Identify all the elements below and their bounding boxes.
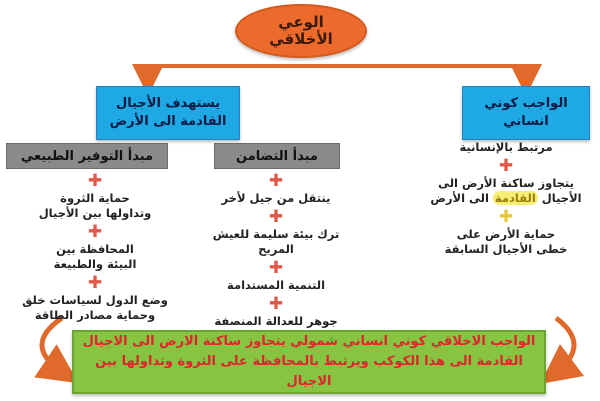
right-blue-box <box>462 86 590 140</box>
middle-column <box>196 170 356 329</box>
plus-icon: ✚ <box>87 171 103 191</box>
list-item: وحماية مصادر الطاقة <box>34 308 156 322</box>
left-box-line-2: القادمة الى الأرض <box>109 114 227 129</box>
oval-line-1: الوعي <box>278 13 324 31</box>
right-column <box>416 140 596 257</box>
list-item: المريح <box>258 242 294 256</box>
list-item: المحافظة بين <box>56 242 134 256</box>
curved-arrow-left <box>42 318 62 372</box>
right-box-line-1: الواجب كوني <box>484 96 568 111</box>
plus-icon: ✚ <box>498 207 514 227</box>
list-item: ترك بيئة سليمة للعيش <box>212 227 340 241</box>
list-item: جوهر للعدالة المنصفة <box>214 314 338 328</box>
list-item: البيئة والطبيعة <box>53 257 137 271</box>
principle-solidarity <box>214 143 340 169</box>
summary-line-1: الواجب الاخلاقي كوني انساني شمولي يتجاوز ساكنة الارض الى الاجيال <box>82 334 536 349</box>
oval-line-2: الأخلاقي <box>269 30 333 48</box>
plus-icon: ✚ <box>268 207 284 227</box>
list-item: يتجاوز ساكنة الأرض الى <box>438 176 574 190</box>
text-part: الأجيال <box>537 191 582 205</box>
moral-awareness-oval <box>235 4 367 58</box>
text-part: الى الأرض <box>430 191 493 205</box>
summary-line-2: القادمة الى هذا الكوكب ويرتبط بالمحافظة على الثروة وتداولها بين الاجيال <box>95 354 523 389</box>
list-item: وتداولها بين الأجيال <box>38 206 152 220</box>
plus-icon: ✚ <box>268 258 284 278</box>
plus-icon: ✚ <box>268 294 284 314</box>
list-item: وضع الدول لسياسات خلق <box>22 293 168 307</box>
left-column <box>10 170 180 323</box>
plus-icon: ✚ <box>498 156 514 176</box>
list-item: حماية الأرض على <box>456 227 556 241</box>
list-item: التنمية المستدامة <box>226 278 326 292</box>
list-item: خطى الأجيال السابقة <box>444 242 568 256</box>
list-item <box>430 191 581 206</box>
principle-solidarity-label: مبدأ التضامن <box>236 148 318 164</box>
left-blue-box <box>96 86 240 140</box>
plus-icon: ✚ <box>268 171 284 191</box>
summary-box <box>72 330 546 394</box>
plus-icon: ✚ <box>87 273 103 293</box>
list-item: ينتقل من جيل لأخر <box>221 191 331 205</box>
right-box-line-2: انساني <box>503 114 549 129</box>
highlighted-word: القادمة <box>494 191 536 205</box>
list-item: مرتبط بالإنسانية <box>459 140 553 154</box>
curved-arrow-right <box>556 318 574 372</box>
list-item: حماية الثروة <box>60 191 130 205</box>
principle-saving-label: مبدأ التوفير الطبيعي <box>20 148 154 164</box>
principle-natural-saving <box>6 143 168 169</box>
plus-icon: ✚ <box>87 222 103 242</box>
left-box-line-1: يستهدف الأجيال <box>115 96 221 111</box>
